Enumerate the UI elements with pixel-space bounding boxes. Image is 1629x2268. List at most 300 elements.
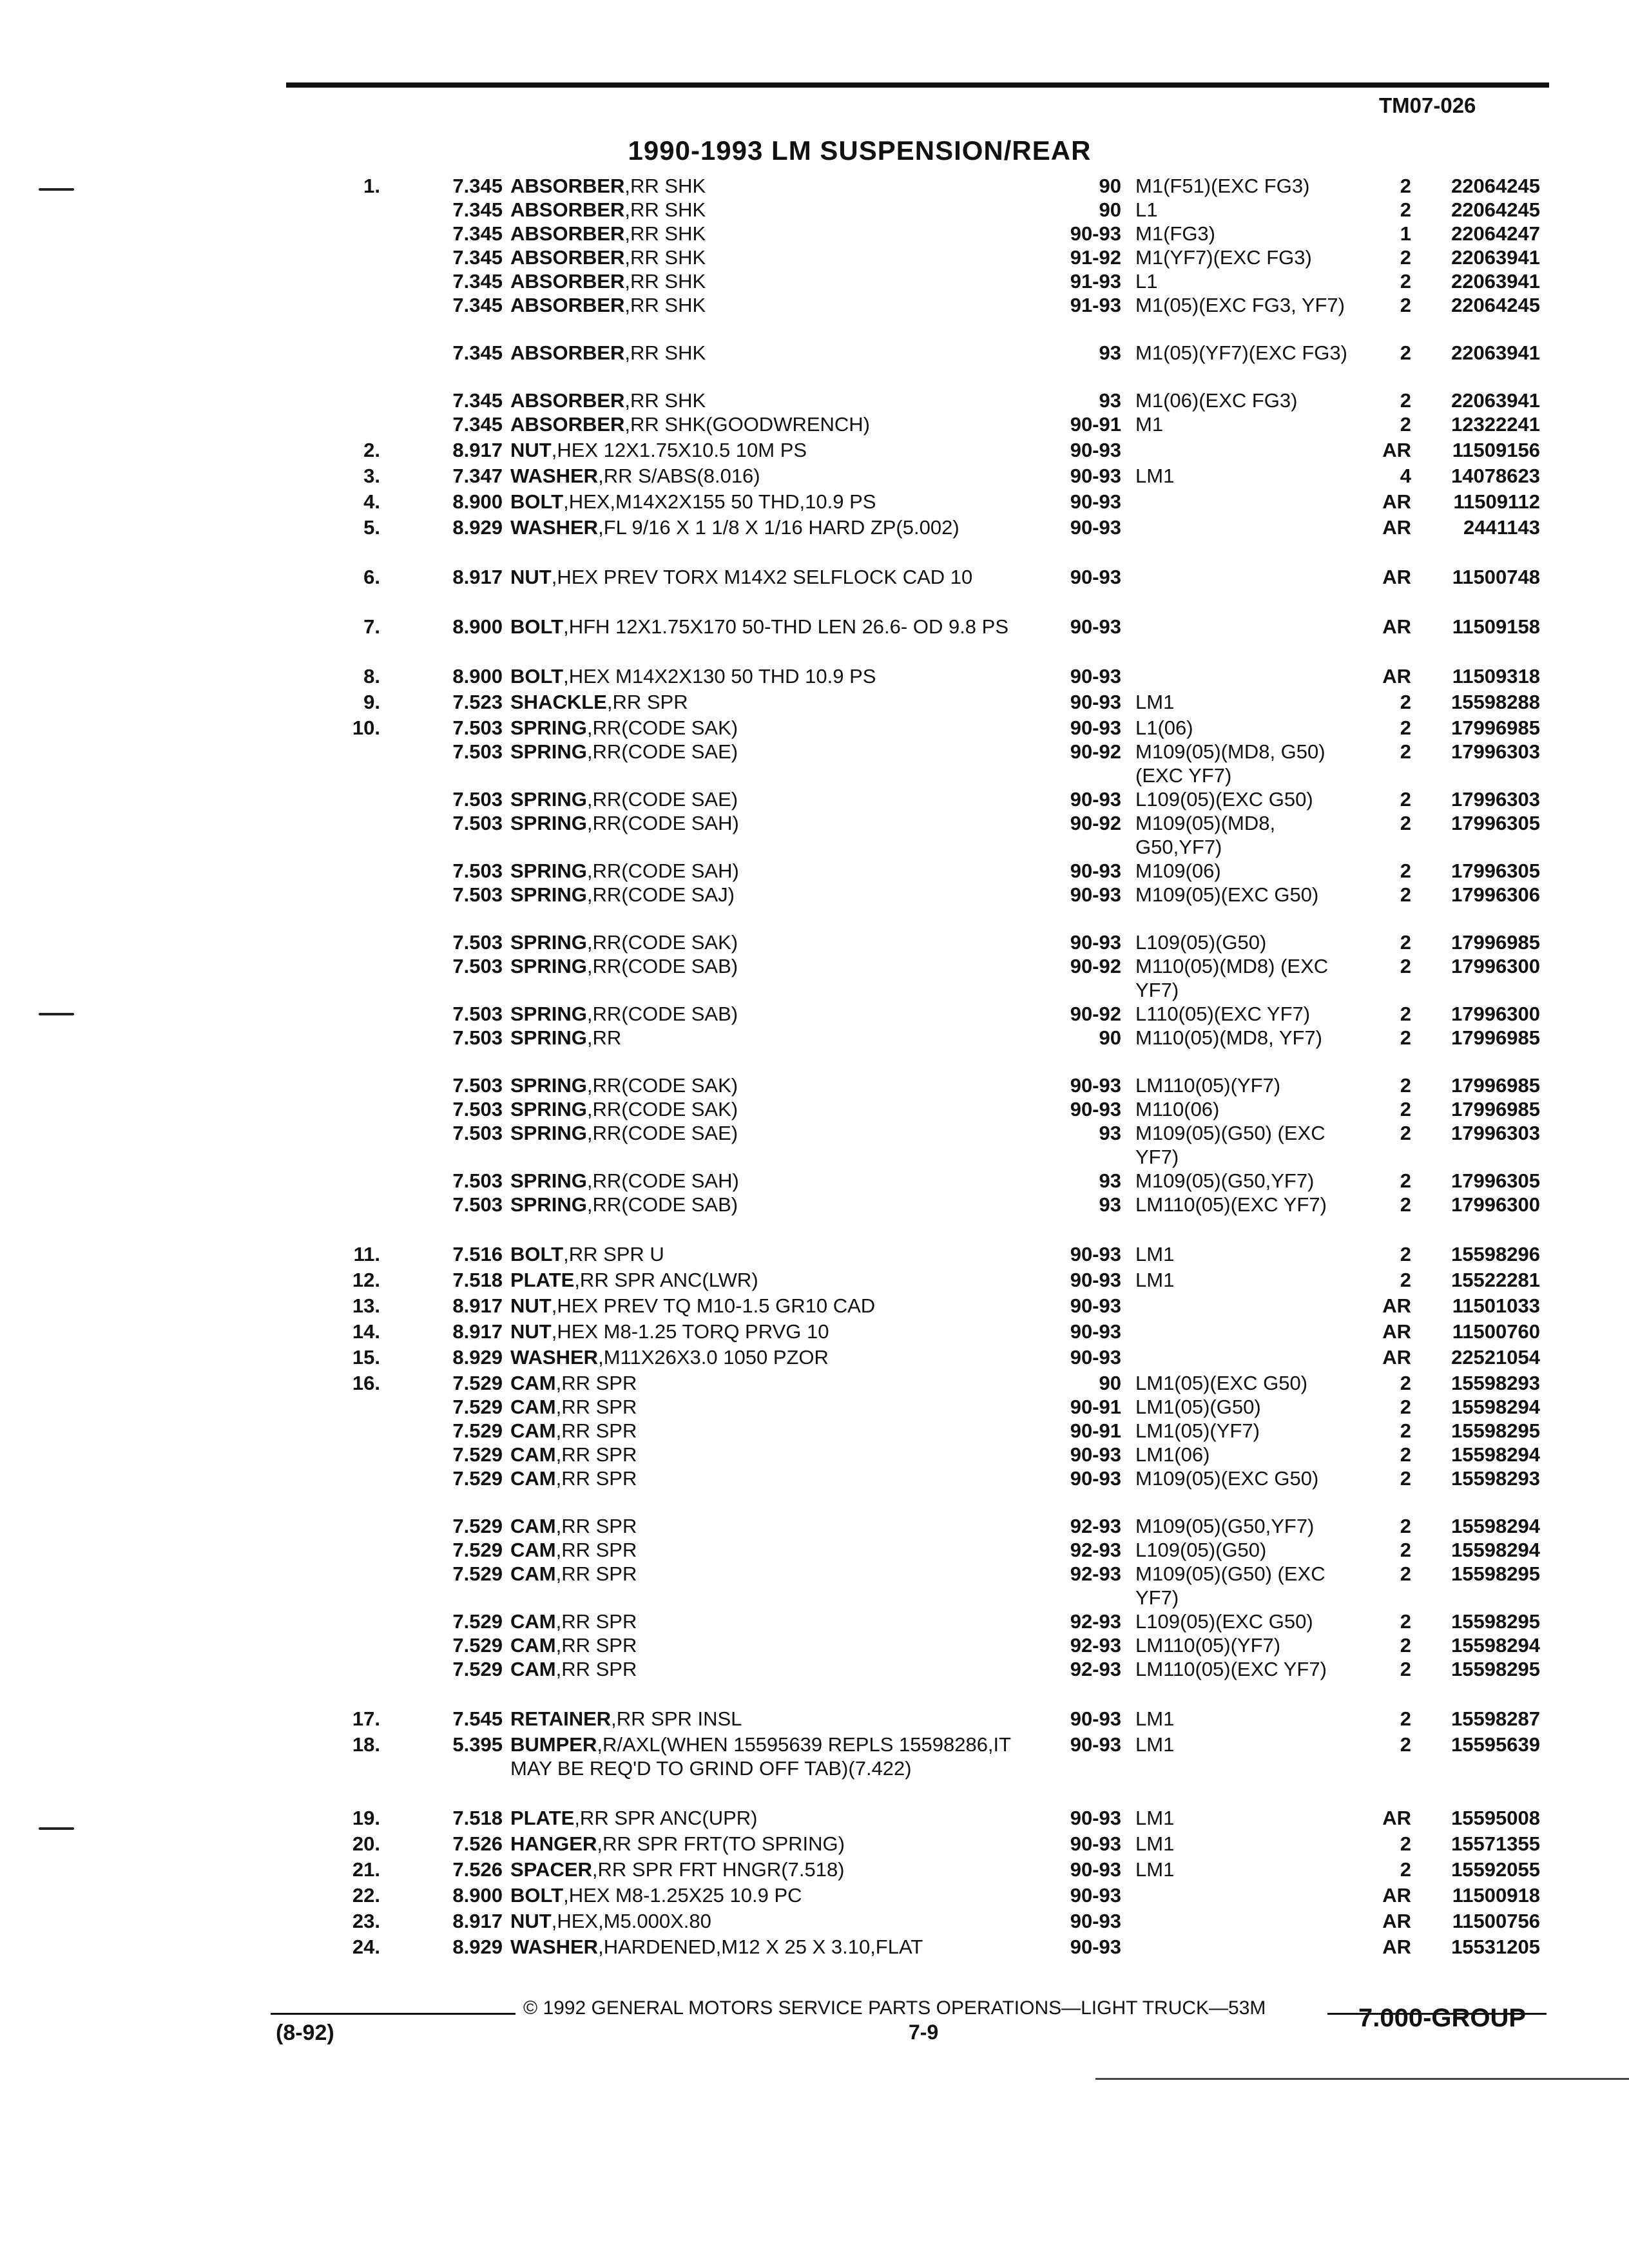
quantity: 2: [1400, 691, 1411, 713]
part-name: ABSORBER: [510, 270, 625, 293]
group-number: 7.503: [452, 1003, 503, 1025]
model-usage: LM110(05)(EXC YF7): [1135, 1658, 1327, 1680]
group-number: 7.503: [452, 955, 503, 977]
part-description: [510, 1121, 1039, 1145]
part-number: 15598295: [1451, 1419, 1540, 1442]
part-description: [510, 1345, 1039, 1369]
parts-row: [0, 1419, 1629, 1443]
part-detail: ,RR SPR U: [563, 1243, 664, 1265]
part-name: CAM: [510, 1419, 556, 1442]
item-number: 17.: [352, 1707, 380, 1730]
part-name: ABSORBER: [510, 175, 625, 197]
part-name: ABSORBER: [510, 413, 625, 436]
model-years: 92-93: [1070, 1634, 1121, 1657]
quantity: 2: [1400, 1122, 1411, 1144]
model-years: 90-93: [1070, 1707, 1121, 1730]
parts-row: [0, 1514, 1629, 1538]
part-number: 22064245: [1451, 294, 1540, 316]
part-name: SPRING: [510, 860, 587, 882]
part-name: PLATE: [510, 1269, 575, 1291]
model-years: 90-93: [1070, 516, 1121, 539]
quantity: AR: [1382, 1294, 1411, 1317]
model-usage: M1(YF7)(EXC FG3): [1135, 246, 1312, 269]
model-usage: LM110(05)(YF7): [1135, 1634, 1281, 1657]
part-name: CAM: [510, 1610, 556, 1633]
model-usage: LM1: [1135, 1243, 1175, 1265]
parts-row: [0, 1806, 1629, 1830]
part-detail: ,RR SPR: [555, 1467, 637, 1490]
parts-row: [0, 1733, 1629, 1804]
group-number: 7.529: [452, 1634, 503, 1657]
part-detail: ,RR SPR: [555, 1419, 637, 1442]
quantity: 2: [1400, 716, 1411, 739]
model-usage: LM110(05)(YF7): [1135, 1074, 1281, 1097]
group-number: 7.345: [452, 222, 503, 245]
part-number: 17996300: [1451, 955, 1540, 977]
model-usage: M109(06): [1135, 860, 1221, 882]
group-number: 7.529: [452, 1562, 503, 1585]
part-number: 17996985: [1451, 1098, 1540, 1120]
part-detail: ,R/AXL(WHEN 15595639 REPLS 15598286,IT MAY BE REQ'D TO GRIND OFF TAB)(7.422): [510, 1733, 1011, 1780]
model-years: 92-93: [1070, 1515, 1121, 1537]
model-years: 90-93: [1070, 1074, 1121, 1097]
group-number: 7.503: [452, 740, 503, 763]
part-number: 11509158: [1452, 615, 1540, 638]
group-number: 7.518: [452, 1269, 503, 1291]
parts-row: [0, 1097, 1629, 1121]
item-number: 18.: [352, 1733, 380, 1756]
parts-row: [0, 174, 1629, 198]
model-years: 90-92: [1070, 1003, 1121, 1025]
model-years: 90-92: [1070, 955, 1121, 977]
quantity: AR: [1382, 1910, 1411, 1932]
part-description: [510, 222, 1039, 245]
part-description: [510, 515, 1039, 539]
parts-row: [0, 787, 1629, 811]
quantity: AR: [1382, 665, 1411, 687]
part-description: [510, 1657, 1039, 1681]
quantity: 2: [1400, 1026, 1411, 1049]
quantity: 2: [1400, 931, 1411, 954]
quantity: 2: [1400, 1858, 1411, 1881]
group-number: 7.529: [452, 1610, 503, 1633]
item-number: 20.: [352, 1832, 380, 1855]
part-name: CAM: [510, 1372, 556, 1394]
part-description: [510, 565, 1039, 589]
model-usage: LM1: [1135, 1858, 1175, 1881]
quantity: 2: [1400, 860, 1411, 882]
quantity: 4: [1400, 465, 1411, 487]
model-years: 90-93: [1070, 465, 1121, 487]
part-number: 15598293: [1451, 1372, 1540, 1394]
part-description: [510, 1002, 1039, 1026]
parts-row: [0, 490, 1629, 514]
part-description: [510, 740, 1039, 764]
model-years: 90: [1099, 1026, 1121, 1049]
part-name: CAM: [510, 1515, 556, 1537]
model-years: 90: [1099, 198, 1121, 221]
part-number: 14078623: [1451, 465, 1540, 487]
group-number: 8.917: [452, 566, 503, 588]
part-number: 22063941: [1451, 389, 1540, 412]
model-usage: M1(06)(EXC FG3): [1135, 389, 1298, 412]
part-name: SPACER: [510, 1858, 592, 1881]
part-description: [510, 1562, 1039, 1586]
parts-row: [0, 859, 1629, 883]
quantity: 2: [1400, 413, 1411, 436]
model-years: 93: [1099, 1193, 1121, 1216]
quantity: 2: [1400, 1443, 1411, 1466]
parts-row: [0, 412, 1629, 436]
bottom-rule: [1095, 2078, 1629, 2080]
group-number: 7.503: [452, 883, 503, 906]
part-detail: ,RR SHK: [624, 294, 706, 316]
quantity: 2: [1400, 294, 1411, 316]
model-years: 93: [1099, 1122, 1121, 1144]
parts-row: [0, 664, 1629, 688]
part-number: 15598294: [1451, 1634, 1540, 1657]
model-usage: LM1(05)(EXC G50): [1135, 1372, 1308, 1394]
parts-row: [0, 269, 1629, 293]
part-detail: ,RR SPR: [555, 1396, 637, 1418]
part-name: CAM: [510, 1539, 556, 1561]
parts-row: [0, 1466, 1629, 1514]
part-name: ABSORBER: [510, 294, 625, 316]
parts-row: [0, 1538, 1629, 1562]
part-detail: ,RR SPR: [555, 1562, 637, 1585]
part-number: 15592055: [1451, 1858, 1540, 1881]
model-usage: LM1: [1135, 1807, 1175, 1829]
part-detail: ,HEX PREV TORX M14X2 SELFLOCK CAD 10: [551, 566, 973, 588]
parts-row: [0, 341, 1629, 389]
model-usage: M110(06): [1135, 1098, 1220, 1120]
part-description: [510, 787, 1039, 811]
part-detail: ,RR(CODE SAB): [586, 1003, 738, 1025]
model-years: 91-93: [1070, 270, 1121, 293]
parts-row: [0, 515, 1629, 563]
part-number: 22064247: [1451, 222, 1540, 245]
part-name: WASHER: [510, 1936, 599, 1958]
quantity: 2: [1400, 1467, 1411, 1490]
part-description: [510, 954, 1039, 978]
part-detail: ,RR(CODE SAE): [586, 788, 738, 811]
part-detail: ,M11X26X3.0 1050 PZOR: [598, 1346, 829, 1369]
group-number: 7.516: [452, 1243, 503, 1265]
part-detail: ,RR SHK: [624, 246, 706, 269]
part-detail: ,RR SPR: [555, 1515, 637, 1537]
part-name: SPRING: [510, 1026, 587, 1049]
part-number: 15531205: [1451, 1936, 1540, 1958]
part-number: 11500756: [1452, 1910, 1540, 1932]
part-description: [510, 1466, 1039, 1490]
model-years: 93: [1099, 1169, 1121, 1192]
model-usage: LM1: [1135, 691, 1175, 713]
model-years: 90-92: [1070, 740, 1121, 763]
group-number: 8.917: [452, 439, 503, 461]
part-detail: ,HARDENED,M12 X 25 X 3.10,FLAT: [598, 1936, 923, 1958]
model-years: 90-91: [1070, 1396, 1121, 1418]
model-usage: M1(F51)(EXC FG3): [1135, 175, 1310, 197]
parts-row: [0, 245, 1629, 269]
model-years: 90-93: [1070, 615, 1121, 638]
part-number: 15598296: [1451, 1243, 1540, 1265]
model-usage: LM1: [1135, 1269, 1175, 1291]
group-number: 8.900: [452, 665, 503, 687]
group-number: 7.529: [452, 1658, 503, 1680]
quantity: AR: [1382, 490, 1411, 513]
part-detail: ,RR SPR FRT HNGR(7.518): [592, 1858, 845, 1881]
item-number: 5.: [363, 516, 380, 539]
model-years: 92-93: [1070, 1658, 1121, 1680]
part-description: [510, 341, 1039, 365]
model-usage: M109(05)(MD8, G50)(EXC YF7): [1135, 740, 1325, 787]
model-years: 90-93: [1070, 1467, 1121, 1490]
model-years: 90-93: [1070, 1807, 1121, 1829]
parts-row: [0, 1832, 1629, 1856]
item-number: 1.: [363, 175, 380, 197]
part-number: 17996300: [1451, 1003, 1540, 1025]
part-description: [510, 811, 1039, 835]
group-number: 7.345: [452, 389, 503, 412]
part-name: SPRING: [510, 1098, 587, 1120]
part-description: [510, 1073, 1039, 1097]
part-name: SPRING: [510, 1122, 587, 1144]
part-detail: ,HEX M14X2X130 50 THD 10.9 PS: [563, 665, 876, 687]
section-title: 1990-1993 LM SUSPENSION/REAR: [628, 135, 1092, 166]
parts-row: [0, 1121, 1629, 1169]
part-detail: ,RR SPR: [555, 1634, 637, 1657]
document-code: TM07-026: [1379, 93, 1476, 117]
part-description: [510, 1169, 1039, 1193]
quantity: 2: [1400, 1515, 1411, 1537]
model-usage: L110(05)(EXC YF7): [1135, 1003, 1311, 1025]
part-detail: ,RR SHK: [624, 222, 706, 245]
part-name: SPRING: [510, 740, 587, 763]
footer-page-number: 7-9: [909, 2021, 939, 2044]
quantity: 2: [1400, 1074, 1411, 1097]
model-years: 90-93: [1070, 222, 1121, 245]
quantity: 2: [1400, 1832, 1411, 1855]
parts-row: [0, 1268, 1629, 1292]
model-years: 90-93: [1070, 1936, 1121, 1958]
quantity: 2: [1400, 955, 1411, 977]
part-number: 12322241: [1451, 413, 1540, 436]
group-number: 7.503: [452, 812, 503, 834]
model-years: 90-93: [1070, 1269, 1121, 1291]
part-detail: ,RR(CODE SAE): [586, 1122, 738, 1144]
part-description: [510, 438, 1039, 462]
part-detail: ,RR S/ABS(8.016): [598, 465, 760, 487]
group-number: 7.503: [452, 1122, 503, 1144]
part-name: ABSORBER: [510, 222, 625, 245]
model-usage: LM1(05)(YF7): [1135, 1419, 1260, 1442]
part-description: [510, 1097, 1039, 1121]
part-number: 22064245: [1451, 198, 1540, 221]
parts-row: [0, 615, 1629, 662]
model-usage: M109(05)(MD8, G50,YF7): [1135, 812, 1276, 858]
group-number: 7.345: [452, 413, 503, 436]
model-years: 90-93: [1070, 716, 1121, 739]
part-description: [510, 490, 1039, 514]
quantity: 2: [1400, 1372, 1411, 1394]
footer-group: 7.000-GROUP: [1358, 2004, 1527, 2032]
part-description: [510, 615, 1039, 639]
quantity: 2: [1400, 1003, 1411, 1025]
model-usage: M109(05)(EXC G50): [1135, 883, 1319, 906]
quantity: 2: [1400, 812, 1411, 834]
part-description: [510, 1026, 1039, 1050]
part-name: CAM: [510, 1634, 556, 1657]
quantity: 2: [1400, 1243, 1411, 1265]
parts-row: [0, 954, 1629, 1002]
part-number: 15598294: [1451, 1443, 1540, 1466]
model-years: 90-92: [1070, 812, 1121, 834]
parts-row: [0, 1858, 1629, 1881]
part-description: [510, 664, 1039, 688]
part-number: 15598294: [1451, 1515, 1540, 1537]
quantity: 2: [1400, 198, 1411, 221]
group-number: 8.917: [452, 1294, 503, 1317]
group-number: 8.917: [452, 1320, 503, 1343]
group-number: 7.345: [452, 341, 503, 364]
item-number: 24.: [352, 1936, 380, 1958]
model-years: 90-93: [1070, 691, 1121, 713]
part-detail: ,RR SHK(GOODWRENCH): [624, 413, 871, 436]
item-number: 22.: [352, 1884, 380, 1907]
group-number: 8.917: [452, 1910, 503, 1932]
footer-revision: (8-92): [276, 2021, 334, 2045]
quantity: 2: [1400, 389, 1411, 412]
part-number: 15595008: [1451, 1807, 1540, 1829]
quantity: AR: [1382, 615, 1411, 638]
model-usage: L109(05)(EXC G50): [1135, 788, 1313, 811]
model-usage: M1(05)(EXC FG3, YF7): [1135, 294, 1345, 316]
item-number: 13.: [352, 1294, 380, 1317]
model-usage: M1(FG3): [1135, 222, 1215, 245]
group-number: 8.900: [452, 490, 503, 513]
parts-row: [0, 464, 1629, 488]
part-name: SPRING: [510, 788, 587, 811]
model-years: 90-91: [1070, 413, 1121, 436]
part-description: [510, 1633, 1039, 1657]
part-description: [510, 1858, 1039, 1881]
quantity: 2: [1400, 1396, 1411, 1418]
part-detail: ,RR(CODE SAJ): [586, 883, 735, 906]
group-number: 7.529: [452, 1467, 503, 1490]
part-detail: ,RR: [586, 1026, 622, 1049]
part-number: 17996305: [1451, 812, 1540, 834]
part-number: 17996985: [1451, 716, 1540, 739]
part-description: [510, 389, 1039, 412]
part-name: CAM: [510, 1396, 556, 1418]
part-name: BOLT: [510, 1884, 564, 1907]
parts-row: [0, 1610, 1629, 1633]
part-name: SPRING: [510, 1193, 587, 1216]
part-name: BOLT: [510, 1243, 564, 1265]
parts-row: [0, 1026, 1629, 1073]
part-detail: ,HEX 12X1.75X10.5 10M PS: [551, 439, 807, 461]
part-name: NUT: [510, 1320, 552, 1343]
parts-row: [0, 930, 1629, 954]
group-number: 7.503: [452, 1098, 503, 1120]
part-number: 11509156: [1452, 439, 1540, 461]
part-number: 11509112: [1453, 490, 1540, 513]
part-number: 17996303: [1451, 740, 1540, 763]
part-name: ABSORBER: [510, 389, 625, 412]
item-number: 6.: [363, 566, 380, 588]
part-number: 17996985: [1451, 931, 1540, 954]
item-number: 11.: [353, 1243, 380, 1265]
part-description: [510, 1883, 1039, 1907]
model-years: 90-91: [1070, 1419, 1121, 1442]
part-description: [510, 245, 1039, 269]
quantity: AR: [1382, 1346, 1411, 1369]
part-description: [510, 690, 1039, 714]
part-description: [510, 1268, 1039, 1292]
model-years: 90-93: [1070, 490, 1121, 513]
part-description: [510, 1371, 1039, 1395]
group-number: 7.503: [452, 931, 503, 954]
quantity: 2: [1400, 883, 1411, 906]
part-detail: ,RR SHK: [624, 341, 706, 364]
model-years: 90-93: [1070, 1346, 1121, 1369]
group-number: 7.518: [452, 1807, 503, 1829]
model-usage: M109(05)(G50) (EXC YF7): [1135, 1122, 1325, 1168]
model-usage: L109(05)(G50): [1135, 1539, 1267, 1561]
quantity: 1: [1400, 222, 1411, 245]
part-name: SPRING: [510, 716, 587, 739]
quantity: 2: [1400, 1169, 1411, 1192]
parts-row: [0, 883, 1629, 930]
group-number: 7.523: [452, 691, 503, 713]
parts-row: [0, 1395, 1629, 1419]
part-number: 15598288: [1451, 691, 1540, 713]
part-description: [510, 1514, 1039, 1538]
parts-row: [0, 1562, 1629, 1610]
parts-row: [0, 1935, 1629, 1959]
part-detail: ,RR SPR ANC(UPR): [574, 1807, 758, 1829]
parts-row: [0, 1883, 1629, 1907]
part-detail: ,HEX PREV TQ M10-1.5 GR10 CAD: [551, 1294, 876, 1317]
part-name: BUMPER: [510, 1733, 597, 1756]
part-name: SPRING: [510, 1074, 587, 1097]
part-number: 22521054: [1451, 1346, 1540, 1369]
quantity: 2: [1400, 1562, 1411, 1585]
model-years: 90-93: [1070, 1320, 1121, 1343]
model-years: 90: [1099, 1372, 1121, 1394]
group-number: 8.900: [452, 615, 503, 638]
footer-copyright: © 1992 GENERAL MOTORS SERVICE PARTS OPERATIONS—LIGHT TRUCK—53M: [523, 1997, 1266, 2019]
part-name: BOLT: [510, 615, 564, 638]
part-description: [510, 1538, 1039, 1562]
parts-row: [0, 690, 1629, 714]
group-number: 7.503: [452, 860, 503, 882]
part-number: 15598293: [1451, 1467, 1540, 1490]
part-name: PLATE: [510, 1807, 575, 1829]
part-name: SHACKLE: [510, 691, 607, 713]
group-number: 7.529: [452, 1443, 503, 1466]
parts-row: [0, 740, 1629, 787]
quantity: 2: [1400, 1658, 1411, 1680]
model-usage: M1(05)(YF7)(EXC FG3): [1135, 341, 1347, 364]
part-name: WASHER: [510, 516, 599, 539]
model-years: 90-93: [1070, 788, 1121, 811]
parts-row: [0, 222, 1629, 245]
parts-row: [0, 293, 1629, 341]
quantity: AR: [1382, 1320, 1411, 1343]
quantity: 2: [1400, 1707, 1411, 1730]
part-detail: ,RR SPR ANC(LWR): [574, 1269, 758, 1291]
